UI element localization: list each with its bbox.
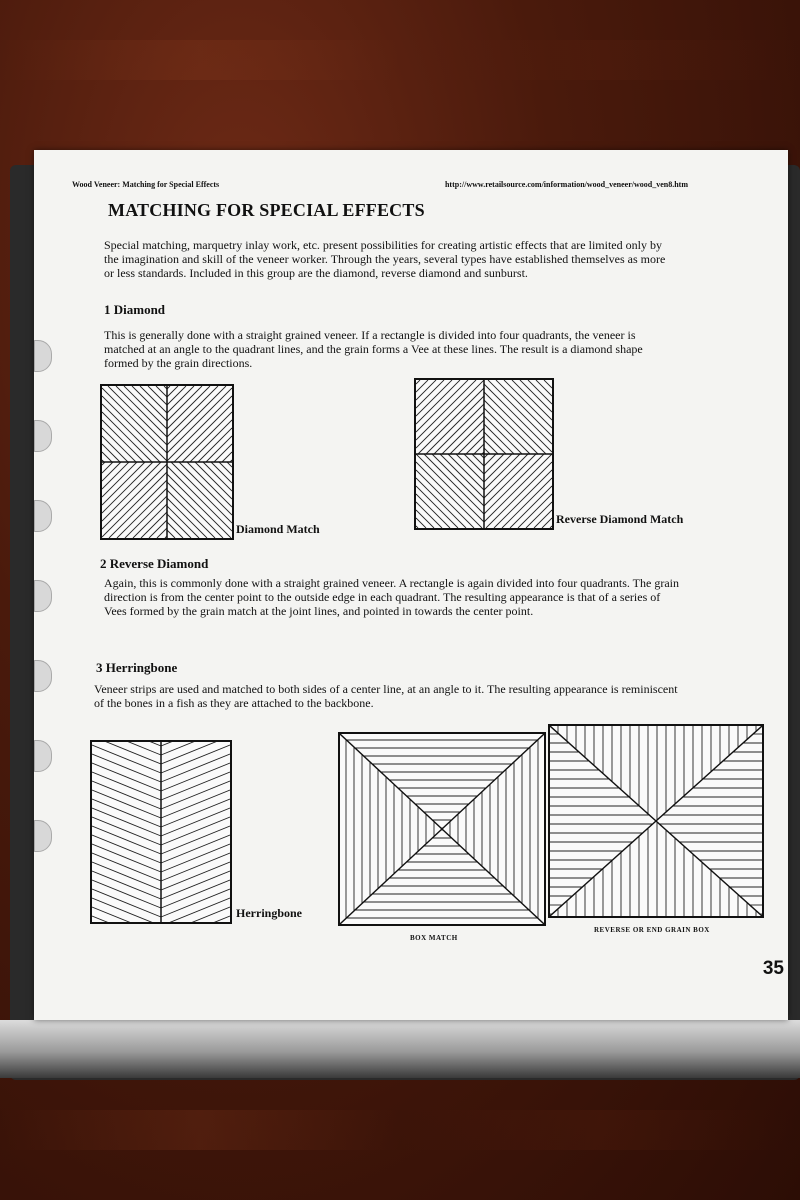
reverse-diamond-caption: Reverse Diamond Match xyxy=(556,512,684,526)
reverse-diamond-figure xyxy=(414,378,554,530)
herringbone-figure xyxy=(90,740,232,924)
punch-hole xyxy=(34,660,52,692)
punch-hole xyxy=(34,580,52,612)
header-url: http://www.retailsource.com/information/wood_veneer/wood_ven8.htm xyxy=(444,180,688,189)
punch-hole xyxy=(34,500,52,532)
wood-grain xyxy=(0,1110,800,1150)
page-title: MATCHING FOR SPECIAL EFFECTS xyxy=(108,200,425,220)
diamond-caption: Diamond Match xyxy=(236,522,320,536)
box-match-figure xyxy=(338,732,546,926)
punch-hole xyxy=(34,340,52,372)
sheet-protector-edge xyxy=(0,1020,800,1078)
section-text: Veneer strips are used and matched to both sides of a center line, at an angle to it. The resulting appearance is reminiscent of the bones in a fish as they are attached to the backbone. xyxy=(94,682,678,710)
reverse-box-figure xyxy=(548,724,764,918)
herringbone-caption: Herringbone xyxy=(236,906,302,920)
wood-grain xyxy=(0,40,800,80)
document-page xyxy=(34,150,788,1020)
punch-hole xyxy=(34,820,52,852)
page-number: 35 xyxy=(762,958,784,979)
intro-paragraph: Special matching, marquetry inlay work, etc. present possibilities for creating artistic effects that are limited only by the imagination and skill of the veneer worker. Through the years, several types have established themselves as more or less standards. Included in this group are the diamond, reverse diamond and sunburst. xyxy=(104,238,666,280)
section-text: This is generally done with a straight grained veneer. If a rectangle is divided into four quadrants, the veneer is matched at an angle to the quadrant lines, and the grain forms a Vee at these lines. The result is a diamond shape formed by the grain directions. xyxy=(104,328,643,370)
punch-hole xyxy=(34,740,52,772)
diamond-match-figure xyxy=(100,384,234,540)
section-heading: 2 Reverse Diamond xyxy=(100,556,209,571)
section-text: Again, this is commonly done with a straight grained veneer. A rectangle is again divided into four quadrants. The grain direction is from the center point to the outside edge in each quadrant. The resulting appearance is that of a series of Vees formed by the grain match at the joint lines, and pointed in towards the center point. xyxy=(104,576,679,618)
section-heading: 1 Diamond xyxy=(104,302,166,317)
punch-holes xyxy=(34,340,54,1100)
reverse-box-caption: REVERSE OR END GRAIN BOX xyxy=(594,926,710,934)
header-left: Wood Veneer: Matching for Special Effects xyxy=(72,180,220,189)
section-heading: 3 Herringbone xyxy=(96,660,178,675)
punch-hole xyxy=(34,420,52,452)
box-match-caption: BOX MATCH xyxy=(410,934,458,942)
